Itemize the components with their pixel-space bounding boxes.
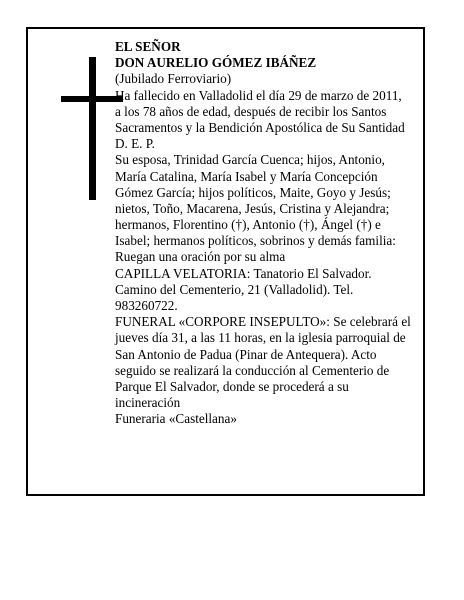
funeral-line: jueves día 31, a las 11 horas, en la iglesia parroquial de	[115, 330, 406, 346]
obituary-text	[115, 39, 425, 428]
family-line: Gómez García; hijos políticos, Maite, Goyo y Jesús;	[115, 184, 391, 200]
funeral-line: FUNERAL «CORPORE INSEPULTO»: Se celebrará el	[115, 314, 411, 330]
funeral-home: Funeraria «Castellana»	[115, 411, 237, 427]
family-line: Isabel; hermanos políticos, sobrinos y demás familia:	[115, 233, 396, 249]
funeral-line: seguido se realizará la conducción al Cementerio de	[115, 362, 390, 378]
obituary-notice	[26, 27, 425, 496]
cross-vertical-bar	[89, 57, 96, 200]
death-line: Ha fallecido en Valladolid el día 29 de marzo de 2011,	[115, 87, 402, 103]
family-line: María Catalina, María Isabel y María Concepción	[115, 168, 378, 184]
family-line: nietos, Toño, Macarena, Jesús, Cristina y Alejandra;	[115, 200, 390, 216]
family-line: Su esposa, Trinidad García Cuenca; hijos, Antonio,	[115, 152, 385, 168]
funeral-line: Parque El Salvador, donde se procederá a su	[115, 378, 349, 394]
deceased-profession: (Jubilado Ferroviario)	[115, 71, 232, 87]
family-line: Ruegan una oración por su alma	[115, 249, 286, 265]
funeral-line: incineración	[115, 395, 181, 411]
header-title: EL SEÑOR	[115, 39, 181, 54]
latin-cross-icon	[61, 57, 123, 200]
chapel-line: CAPILLA VELATORIA: Tanatorio El Salvador.	[115, 265, 372, 281]
chapel-line: 983260722.	[115, 298, 178, 313]
death-line: a los 78 años de edad, después de recibir los Santos	[115, 103, 387, 119]
funeral-line: San Antonio de Padua (Pinar de Antequera). Acto	[115, 346, 377, 362]
chapel-line: Camino del Cementerio, 21 (Valladolid). Tel.	[115, 281, 354, 297]
death-line: D. E. P.	[115, 136, 155, 152]
family-line: hermanos, Florentino (†), Antonio (†), Ángel (†) e	[115, 217, 381, 233]
death-line: Sacramentos y la Bendición Apostólica de Su Santidad	[115, 119, 405, 135]
cross-horizontal-bar	[61, 96, 123, 102]
deceased-name: DON AURELIO GÓMEZ IBÁÑEZ	[115, 55, 317, 71]
